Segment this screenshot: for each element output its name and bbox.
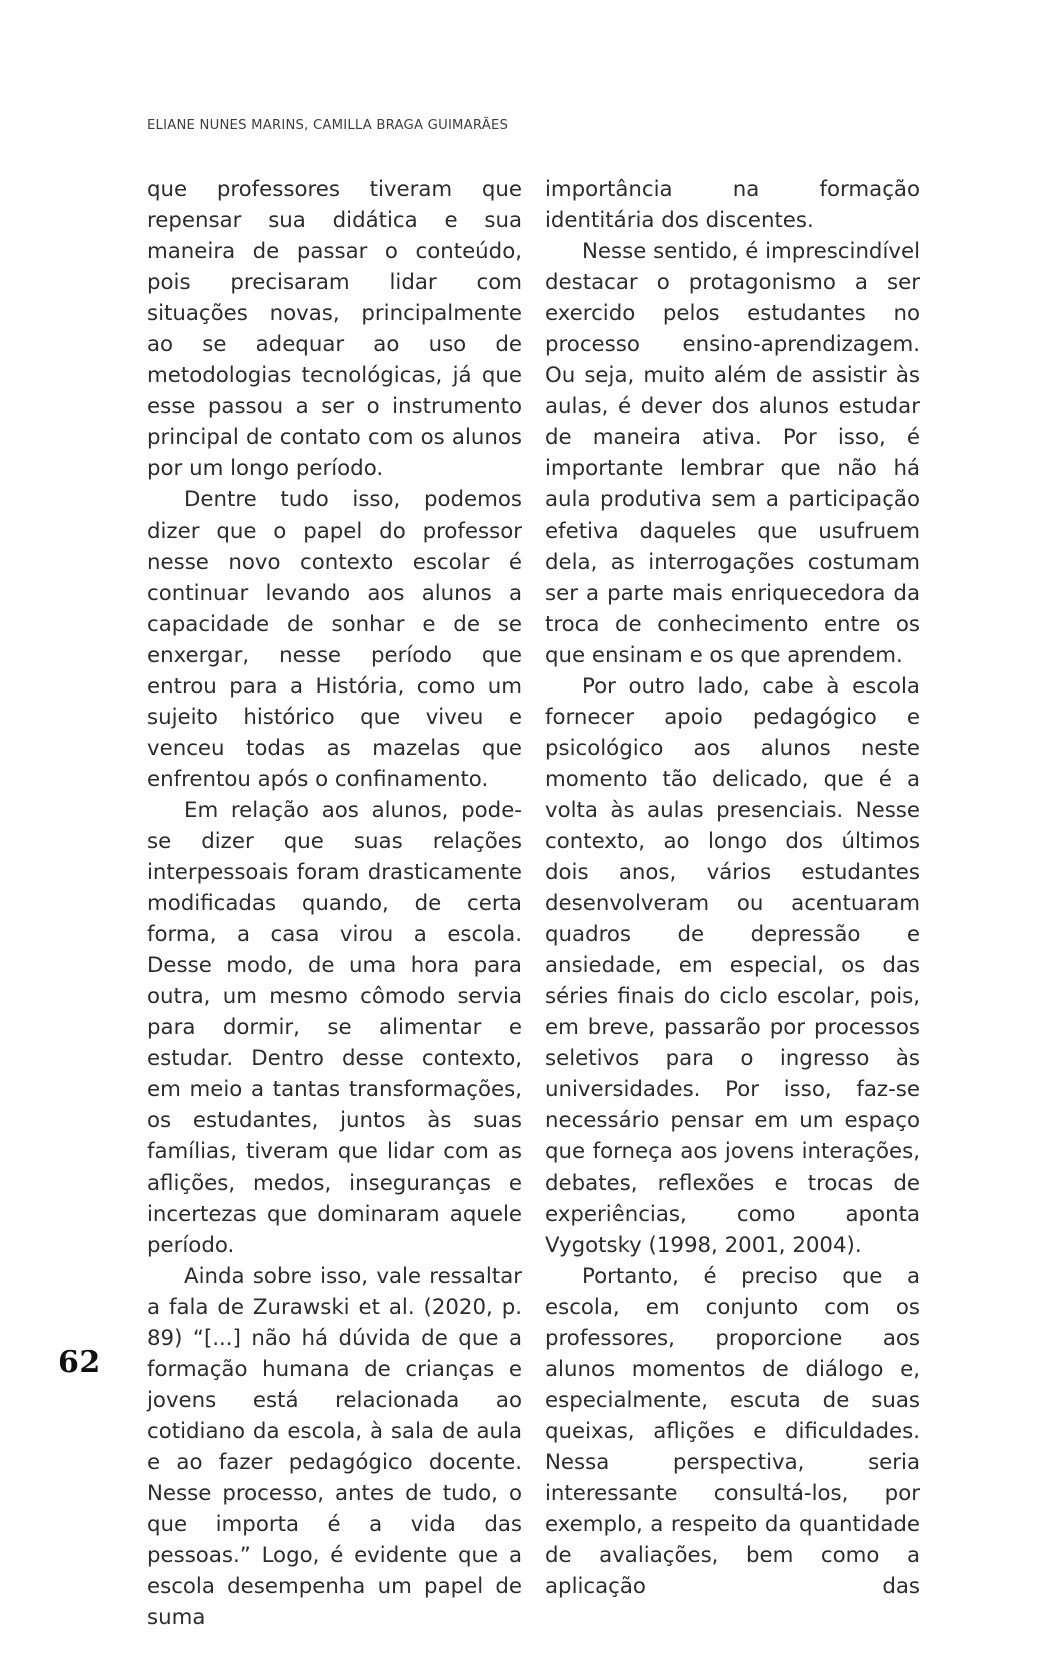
paragraph: Por outro lado, cabe à escola fornecer apoio pedagógico e psicológico aos alunos neste momento tão delicado, que é a volta às aulas presenciais. Nesse contexto, ao longo dos últimos dois anos, vários estudantes desenvolveram ou acentuaram quadros de depressão e ansiedade, em especial, os das séries finais do ciclo escolar, pois, em breve, passarão por processos seletivos para o ingresso às universidades. Por isso, faz-se necessário pensar em um espaço que forneça aos jovens interações, debates, reflexões e trocas de experiências, como aponta Vygotsky (1998, 2001, 2004). <box>545 673 920 1258</box>
paragraph: que professores tiveram que repensar sua didática e sua maneira de passar o conteúdo, pois precisaram lidar com situações novas, principalmente ao se adequar ao uso de metodologias tecnológicas, já que esse passou a ser o instrumento principal de contato com os alunos por um longo período. <box>147 177 522 482</box>
page-number: 62 <box>58 1345 101 1380</box>
paragraph: Ainda sobre isso, vale ressaltar a fala de Zurawski et al. (2020, p. 89) “[...] não há dúvida de que a formação humana de crianças e jovens está relacionada ao cotidiano da escola, à sala de aula e ao fazer pedagógico docente. Nesse processo, antes de tudo, o que importa é a vida das pessoas.” Logo, é evidente que a escola desempenha um papel de suma <box>147 1263 522 1631</box>
running-head: ELIANE NUNES MARINS, CAMILLA BRAGA GUIMARÃES <box>147 118 509 133</box>
two-column-body <box>147 174 920 1664</box>
paragraph: Dentre tudo isso, podemos dizer que o papel do professor nesse novo contexto escolar é continuar levando aos alunos a capacidade de sonhar e de se enxergar, nesse período que entrou para a História, como um sujeito histórico que viveu e venceu todas as mazelas que enfrentou após o confinamento. <box>147 487 522 792</box>
paragraph: Nesse sentido, é imprescindível destacar o protagonismo a ser exercido pelos estudantes no processo ensino-aprendizagem. Ou seja, muito além de assistir às aulas, é dever dos alunos estudar de maneira ativa. Por isso, é importante lembrar que não há aula produtiva sem a participação efetiva daqueles que usufruem dela, as interrogações costumam ser a parte mais enriquecedora da troca de conhecimento entre os que ensinam e os que aprendem. <box>545 239 920 668</box>
paragraph: importância na formação identitária dos discentes. <box>545 177 920 234</box>
column-left <box>147 174 522 1664</box>
column-right <box>545 174 920 1664</box>
paragraph: Portanto, é preciso que a escola, em conjunto com os professores, proporcione aos alunos momentos de diálogo e, especialmente, escuta de suas queixas, aflições e dificuldades. Nessa perspectiva, seria interessante consultá-los, por exemplo, a respeito da quantidade de avaliações, bem como a aplicação das <box>545 1263 920 1600</box>
paragraph: Em relação aos alunos, pode-se dizer que suas relações interpessoais foram drasticamente modificadas quando, de certa forma, a casa virou a escola. Desse modo, de uma hora para outra, um mesmo cômodo servia para dormir, se alimentar e estudar. Dentro desse contexto, em meio a tantas transformações, os estudantes, juntos às suas famílias, tiveram que lidar com as aflições, medos, inseguranças e incertezas que dominaram aquele período. <box>147 797 522 1258</box>
